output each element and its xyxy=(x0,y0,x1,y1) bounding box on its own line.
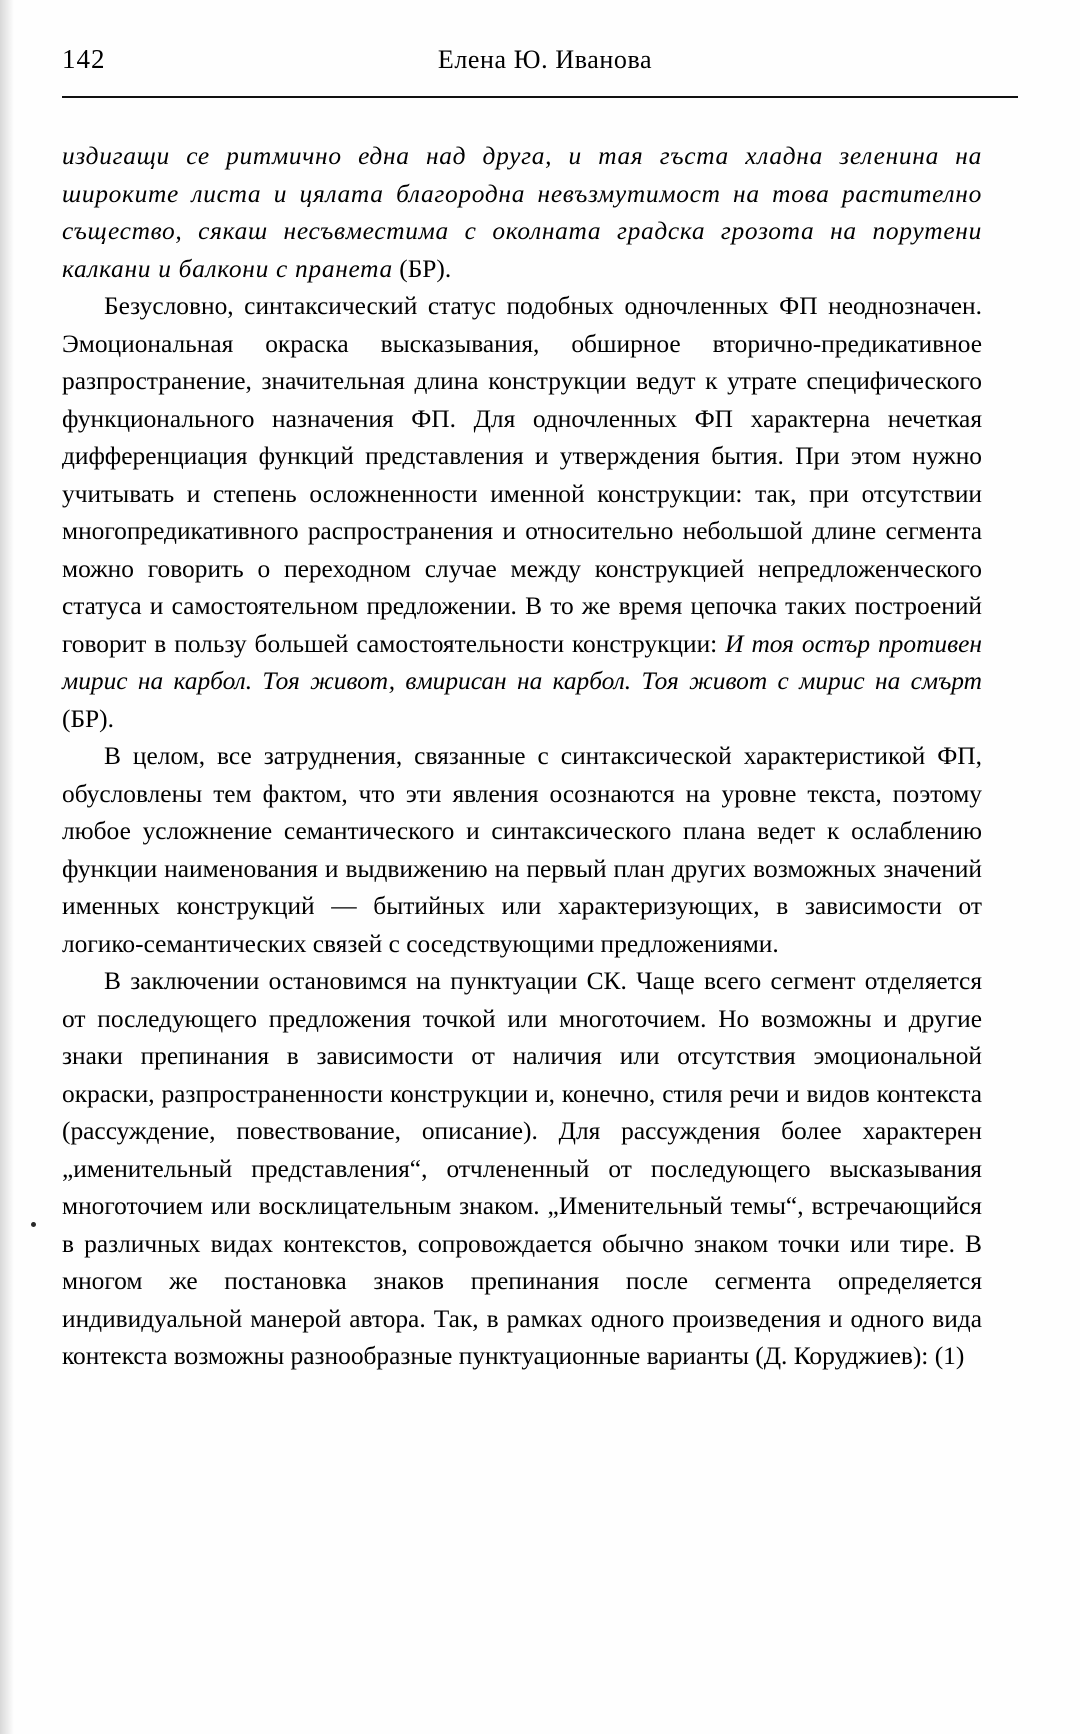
scan-artifact-dot xyxy=(31,1222,36,1227)
paragraph-punctuation: В заключении остановимся на пунктуации СК. Чаще всего сегмент отделяется от последующего предложения точкой или многоточием. Но возможны и другие знаки препинания в зависимости от наличия или отсутствия эмоциональной окраски, разпространенности конструкции и, конечно, стиля речи и видов контекста (рассуждение, повествование, описание). Для рассуждения более характерен „именительный представления“, отчлененный от последующего высказывания многоточием или восклицательным знаком. „Именительный темы“, встречающийся в различных видах контекстов, сопровождается обычно знаком точки или тире. В многом же постановка знаков препинания после сегмента определяется индивидуальной манерой автора. Так, в рамках одного произведения и одного вида контекста возможны разнообразные пунктуационные варианты (Д. Коруджиев): (1) xyxy=(62,967,982,1370)
paragraph-overall-difficulties: В целом, все затруднения, связанные с синтаксической характеристикой ФП, обусловлены тем фактом, что эти явления осознаются на уровне текста, поэтому любое усложнение семантического и синтаксического плана ведет к ослаблению функции наименования и выдвижению на первый план других возможных значений именных конструкций — бытийных или характеризующих, в зависимости от логико-семантических связей с соседствующими предложениями. xyxy=(62,742,982,958)
running-title: Елена Ю. Иванова xyxy=(437,45,653,74)
page-number: 142 xyxy=(62,44,106,74)
paragraph-text: Безусловно, синтаксический статус подобных одночленных ФП неоднозначен. Эмоциональная окраска высказывания, обширное вторично-предикативное разпространение, значительная длина конструкции ведут к утрате специфического функционального назначения ФП. Для одночленных ФП характерна нечеткая дифференциация функций представления и утверждения бытия. При этом нужно учитывать и степень осложненности именной конструкции: так, при отсутствии многопредикативного распространения и относительно небольшой длине сегмента можно говорить о переходном случае между конструкцией непредложенческого статуса и самостоятельном предложении. В то же время цепочка таких построений говорит в пользу большей самостоятельности конструкции: xyxy=(62,292,982,658)
header-rule xyxy=(62,96,1018,98)
quote-italic-text: издигащи се ритмично една над друга, и тая гъста хладна зеленина на широките листа и цялата благородна невъзмутимост на това растително същество, сякаш несъвместима с околната градска грозота на порутени калкани и балкони с пранета xyxy=(62,142,982,283)
page-content xyxy=(62,44,1018,1376)
quote-source-tail: (БР). xyxy=(392,254,452,283)
body-text xyxy=(62,138,982,1376)
example-italic-text: И тоя остър противен мирис на карбол. Тоя живот, вмирисан на карбол. Тоя живот с мирис на смърт xyxy=(62,629,982,695)
paragraph-syntactic-status xyxy=(62,288,982,738)
paragraph-quote-continued xyxy=(62,138,982,288)
page-edge-shadow xyxy=(0,0,14,1734)
page-header xyxy=(62,44,1018,90)
example-source-tail: (БР). xyxy=(62,704,114,733)
